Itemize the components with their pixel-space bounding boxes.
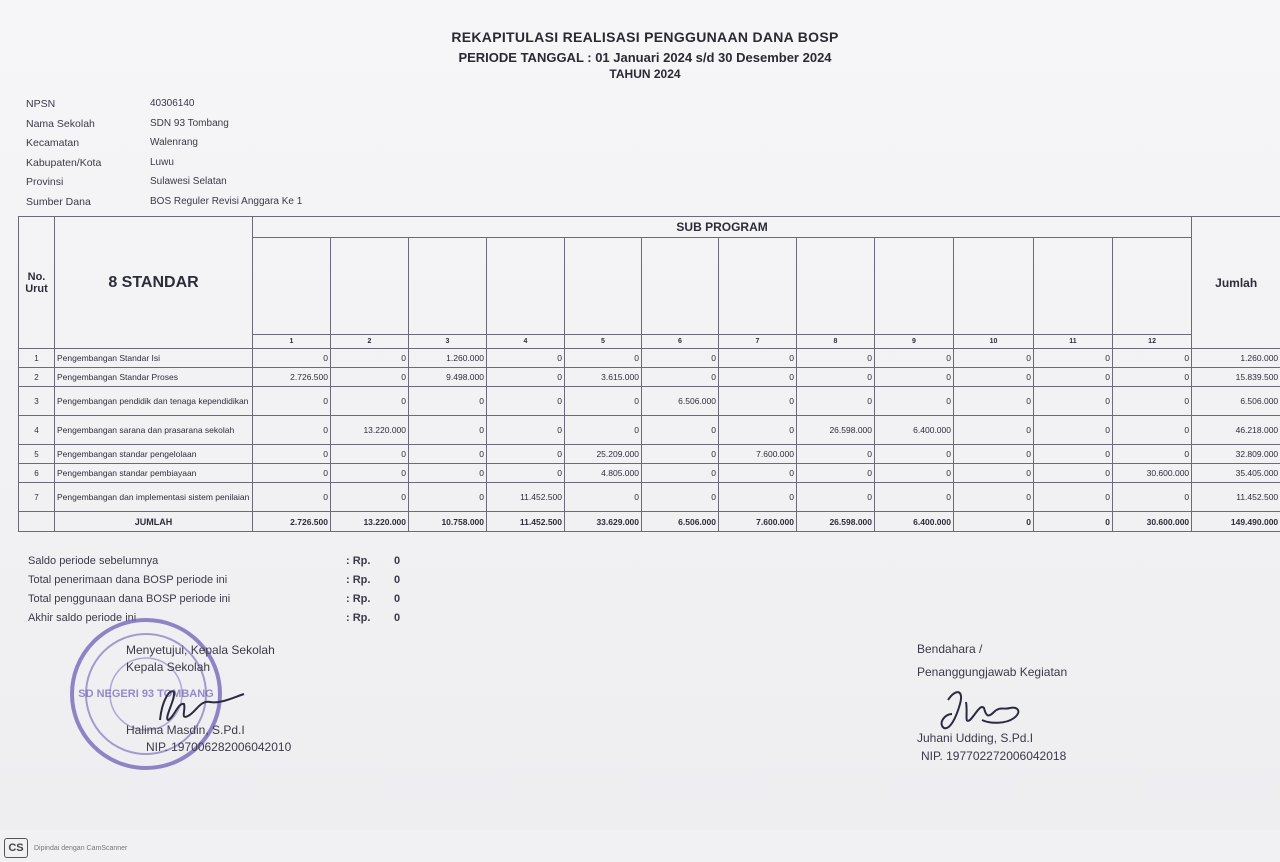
saldo-label: Total penggunaan dana BOSP periode ini [28, 593, 231, 605]
table-row [19, 464, 1280, 483]
table-row [19, 416, 1280, 445]
sub-number-10: 10 [954, 335, 1034, 349]
row-no: 3 [19, 387, 55, 416]
cell-sub-7: 0 [719, 387, 797, 416]
header-sub-program: SUB PROGRAM [253, 217, 1192, 238]
row-standar-name: Pengembangan pendidik dan tenaga kependidikan [55, 387, 253, 416]
cell-sub-4: 11.452.500 [487, 483, 565, 512]
row-total: 11.452.500 [1192, 483, 1280, 512]
cell-sub-6: 0 [642, 445, 719, 464]
cell-sub-4: 0 [487, 368, 565, 387]
row-standar-name: Pengembangan Standar Isi [55, 349, 253, 368]
total-sub-11: 0 [1034, 512, 1113, 532]
cell-sub-6: 0 [642, 416, 719, 445]
saldo-label: Akhir saldo periode ini [28, 612, 137, 624]
total-sub-2: 13.220.000 [331, 512, 409, 532]
sub-number-6: 6 [642, 335, 719, 349]
cell-sub-9: 0 [875, 483, 954, 512]
row-total: 6.506.000 [1192, 387, 1280, 416]
saldo-rp: : Rp. [346, 593, 371, 605]
row-total: 32.809.000 [1192, 445, 1280, 464]
cell-sub-11: 0 [1034, 368, 1113, 387]
cell-sub-12: 0 [1113, 349, 1192, 368]
signature-left-mark-icon [140, 680, 250, 730]
cell-sub-7: 0 [719, 464, 797, 483]
cell-sub-3: 1.260.000 [409, 349, 487, 368]
cell-sub-3: 0 [409, 445, 487, 464]
cell-sub-12: 0 [1113, 416, 1192, 445]
sign-right-nip: NIP. 197702272006042018 [921, 749, 1067, 763]
saldo-value: 0 [394, 612, 401, 624]
info-label: Sumber Dana [26, 195, 91, 208]
table-body [19, 349, 1280, 532]
row-no: 2 [19, 368, 55, 387]
rekap-table [18, 216, 1280, 532]
cell-sub-10: 0 [954, 464, 1034, 483]
grand-total: 149.490.000 [1192, 512, 1280, 532]
info-row [26, 98, 302, 118]
cell-sub-1: 0 [253, 445, 331, 464]
row-no: 6 [19, 464, 55, 483]
info-label: Provinsi [26, 176, 64, 188]
cell-sub-8: 0 [797, 349, 875, 368]
cell-sub-3: 0 [409, 387, 487, 416]
saldo-value: 0 [394, 593, 401, 605]
stamp-text: SD NEGERI 93 TOMBANG [78, 688, 214, 700]
cell-sub-5: 25.209.000 [565, 445, 642, 464]
cell-sub-10: 0 [954, 349, 1034, 368]
cell-sub-12: 0 [1113, 368, 1192, 387]
row-standar-name: Pengembangan sarana dan prasarana sekolah [55, 416, 253, 445]
cell-sub-12: 0 [1113, 445, 1192, 464]
cell-sub-12: 30.600.000 [1113, 464, 1192, 483]
total-sub-7: 7.600.000 [719, 512, 797, 532]
sign-left-line1: Menyetujui, Kepala Sekolah [126, 643, 275, 657]
cell-sub-5: 4.805.000 [565, 464, 642, 483]
cell-sub-3: 0 [409, 464, 487, 483]
cell-sub-2: 0 [331, 387, 409, 416]
cell-sub-1: 0 [253, 464, 331, 483]
cell-sub-8: 0 [797, 387, 875, 416]
saldo-value: 0 [394, 574, 401, 586]
cell-sub-3: 0 [409, 483, 487, 512]
cell-sub-8: 0 [797, 464, 875, 483]
saldo-rp: : Rp. [346, 555, 371, 567]
total-sub-3: 10.758.000 [409, 512, 487, 532]
saldo-row [28, 574, 400, 593]
sign-right-name: Juhani Udding, S.Pd.I [917, 731, 1034, 745]
cs-icon: CS [4, 838, 28, 858]
sub-number-5: 5 [565, 335, 642, 349]
cell-sub-5: 0 [565, 416, 642, 445]
cell-sub-2: 0 [331, 464, 409, 483]
cell-sub-4: 0 [487, 387, 565, 416]
row-total: 1.260.000 [1192, 349, 1280, 368]
cell-sub-7: 0 [719, 368, 797, 387]
row-standar-name: Pengembangan standar pembiayaan [55, 464, 253, 483]
header-no-urut: No. Urut [19, 217, 55, 349]
total-sub-6: 6.506.000 [642, 512, 719, 532]
sub-number-4: 4 [487, 335, 565, 349]
sign-right-line1: Bendahara / [917, 642, 983, 656]
doc-title: REKAPITULASI REALISASI PENGGUNAAN DANA BOSP [451, 29, 839, 45]
total-sub-8: 26.598.000 [797, 512, 875, 532]
cell-sub-8: 26.598.000 [797, 416, 875, 445]
row-no: 7 [19, 483, 55, 512]
sub-number-12: 12 [1113, 335, 1192, 349]
signature-right-mark-icon [930, 684, 1030, 736]
total-sub-4: 11.452.500 [487, 512, 565, 532]
sub-number-9: 9 [875, 335, 954, 349]
cell-sub-12: 0 [1113, 483, 1192, 512]
cell-sub-8: 0 [797, 445, 875, 464]
table-row [19, 387, 1280, 416]
row-total: 46.218.000 [1192, 416, 1280, 445]
info-value: BOS Reguler Revisi Anggara Ke 1 [150, 195, 303, 207]
saldo-label: Total penerimaan dana BOSP periode ini [28, 574, 228, 586]
cell-sub-1: 0 [253, 416, 331, 445]
total-row [19, 512, 1280, 532]
info-label: Kecamatan [26, 137, 80, 149]
cell-sub-1: 0 [253, 483, 331, 512]
cell-sub-11: 0 [1034, 349, 1113, 368]
info-value: Walenrang [150, 137, 198, 148]
info-row [26, 196, 302, 216]
total-sub-12: 30.600.000 [1113, 512, 1192, 532]
sign-left-line2: Kepala Sekolah [126, 660, 211, 674]
cell-sub-11: 0 [1034, 416, 1113, 445]
cell-sub-10: 0 [954, 483, 1034, 512]
saldo-rp: : Rp. [346, 612, 371, 624]
sub-number-7: 7 [719, 335, 797, 349]
cell-sub-5: 0 [565, 349, 642, 368]
cell-sub-1: 0 [253, 387, 331, 416]
cell-sub-9: 0 [875, 464, 954, 483]
info-row [26, 176, 302, 196]
saldo-row [28, 555, 400, 574]
cell-sub-6: 0 [642, 464, 719, 483]
sub-number-8: 8 [797, 335, 875, 349]
cell-sub-5: 0 [565, 483, 642, 512]
cell-sub-5: 0 [565, 387, 642, 416]
cell-sub-12: 0 [1113, 387, 1192, 416]
cell-sub-1: 0 [253, 349, 331, 368]
row-no: 1 [19, 349, 55, 368]
info-value: 40306140 [150, 98, 195, 109]
cell-sub-3: 9.498.000 [409, 368, 487, 387]
header-standar: 8 STANDAR [55, 217, 253, 349]
total-sub-9: 6.400.000 [875, 512, 954, 532]
cell-sub-6: 0 [642, 483, 719, 512]
info-value: Sulawesi Selatan [150, 176, 227, 187]
row-standar-name: Pengembangan standar pengelolaan [55, 445, 253, 464]
row-standar-name: Pengembangan Standar Proses [55, 368, 253, 387]
row-no: 5 [19, 445, 55, 464]
doc-year: TAHUN 2024 [609, 67, 681, 81]
cell-sub-7: 0 [719, 416, 797, 445]
row-total: 35.405.000 [1192, 464, 1280, 483]
cell-sub-7: 0 [719, 483, 797, 512]
total-label: JUMLAH [55, 512, 253, 532]
saldo-value: 0 [394, 555, 401, 567]
cell-sub-11: 0 [1034, 483, 1113, 512]
cell-sub-7: 0 [719, 349, 797, 368]
scanner-footer [4, 838, 127, 858]
table-row [19, 349, 1280, 368]
row-standar-name: Pengembangan dan implementasi sistem penilaian [55, 483, 253, 512]
cell-sub-8: 0 [797, 483, 875, 512]
cell-sub-8: 0 [797, 368, 875, 387]
sub-number-3: 3 [409, 335, 487, 349]
cell-sub-4: 0 [487, 349, 565, 368]
row-total: 15.839.500 [1192, 368, 1280, 387]
sub-number-1: 1 [253, 335, 331, 349]
sub-number-2: 2 [331, 335, 409, 349]
header-jumlah: Jumlah [1192, 217, 1280, 349]
cell-sub-5: 3.615.000 [565, 368, 642, 387]
table-row [19, 368, 1280, 387]
cell-sub-9: 0 [875, 387, 954, 416]
footer-text: Dipindai dengan CamScanner [34, 844, 128, 852]
sign-left-name: Halima Masdin, S.Pd.I [126, 723, 245, 737]
doc-period: PERIODE TANGGAL : 01 Januari 2024 s/d 30 Desember 2024 [458, 50, 832, 65]
info-row [26, 118, 302, 138]
cell-sub-6: 0 [642, 368, 719, 387]
info-value: Luwu [150, 156, 174, 168]
cell-sub-9: 0 [875, 368, 954, 387]
table-row [19, 483, 1280, 512]
cell-sub-2: 0 [331, 445, 409, 464]
cell-sub-1: 2.726.500 [253, 368, 331, 387]
cell-sub-10: 0 [954, 368, 1034, 387]
cell-sub-4: 0 [487, 464, 565, 483]
cell-sub-9: 0 [875, 349, 954, 368]
saldo-label: Saldo periode sebelumnya [28, 555, 159, 567]
info-row [26, 157, 302, 177]
cell-sub-10: 0 [954, 416, 1034, 445]
cell-sub-6: 0 [642, 349, 719, 368]
info-label: Nama Sekolah [26, 117, 95, 130]
total-sub-1: 2.726.500 [253, 512, 331, 532]
cell-sub-9: 6.400.000 [875, 416, 954, 445]
cell-sub-2: 0 [331, 349, 409, 368]
info-row [26, 137, 302, 157]
cell-sub-6: 6.506.000 [642, 387, 719, 416]
total-blank [19, 512, 55, 532]
info-value: SDN 93 Tombang [150, 117, 229, 129]
sign-left-nip: NIP. 197006282006042010 [146, 740, 292, 754]
row-no: 4 [19, 416, 55, 445]
cell-sub-2: 0 [331, 368, 409, 387]
info-label: Kabupaten/Kota [26, 156, 102, 169]
cell-sub-9: 0 [875, 445, 954, 464]
info-label: NPSN [26, 98, 56, 110]
school-info [26, 98, 302, 215]
saldo-row [28, 593, 400, 612]
cell-sub-2: 0 [331, 483, 409, 512]
cell-sub-11: 0 [1034, 464, 1113, 483]
cell-sub-11: 0 [1034, 387, 1113, 416]
cell-sub-2: 13.220.000 [331, 416, 409, 445]
total-sub-5: 33.629.000 [565, 512, 642, 532]
sign-right-line2: Penanggungjawab Kegiatan [917, 665, 1068, 679]
cell-sub-11: 0 [1034, 445, 1113, 464]
cell-sub-4: 0 [487, 416, 565, 445]
cell-sub-7: 7.600.000 [719, 445, 797, 464]
cell-sub-3: 0 [409, 416, 487, 445]
saldo-rp: : Rp. [346, 574, 371, 586]
table-row [19, 445, 1280, 464]
cell-sub-4: 0 [487, 445, 565, 464]
cell-sub-10: 0 [954, 387, 1034, 416]
sub-number-11: 11 [1034, 335, 1113, 349]
cell-sub-10: 0 [954, 445, 1034, 464]
total-sub-10: 0 [954, 512, 1034, 532]
